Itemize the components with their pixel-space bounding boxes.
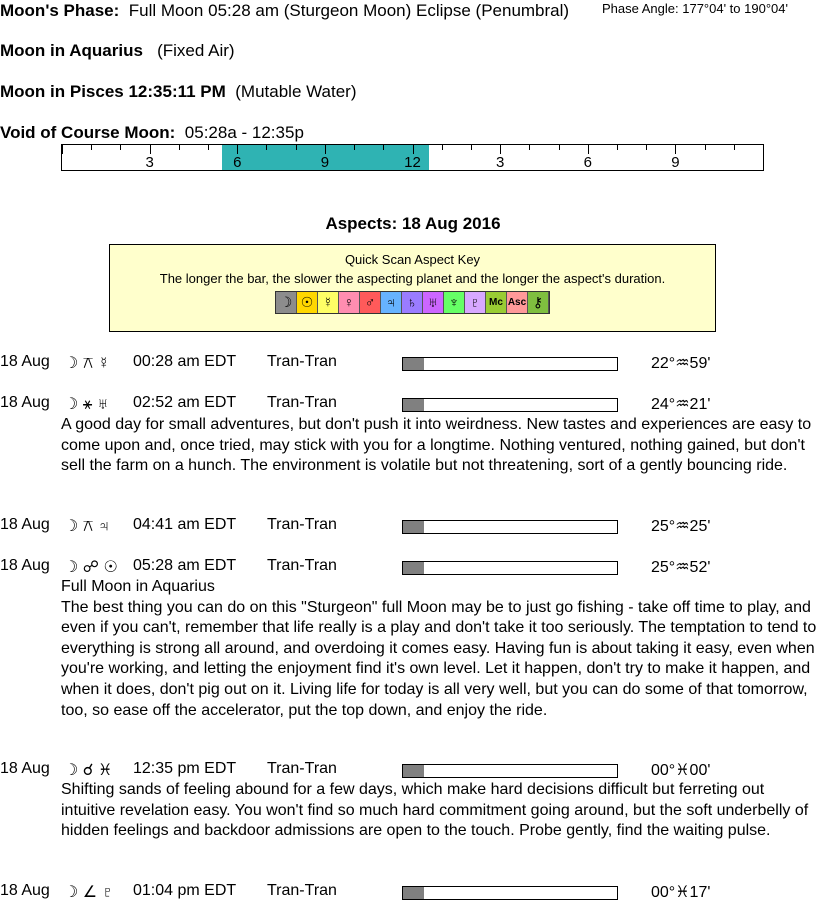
aspect-kind: Tran-Tran	[267, 882, 337, 899]
timeline-tick	[646, 145, 647, 150]
aspect-position: 24°♒21'	[651, 396, 711, 413]
timeline-tick	[442, 145, 443, 150]
aspect-symbols: ☽ ⚻ ☿	[64, 355, 110, 372]
aspect-duration-bar	[402, 520, 618, 534]
aspect-key-symbol-icon: ♅	[423, 292, 444, 313]
aspects-title: Aspects: 18 Aug 2016	[325, 214, 501, 233]
moon-ingress-quality: (Mutable Water)	[235, 82, 357, 101]
void-of-course-label: Void of Course Moon:	[0, 123, 176, 142]
timeline-tick	[179, 145, 180, 150]
aspect-date: 18 Aug	[0, 760, 50, 777]
aspect-key-title: Quick Scan Aspect Key	[344, 252, 481, 267]
aspect-key-subtitle: The longer the bar, the slower the aspecting planet and the longer the aspect's duration.	[159, 271, 666, 286]
timeline-tick	[588, 145, 589, 154]
timeline-tick	[705, 145, 706, 150]
aspect-key-symbol-icon: ⚷	[528, 292, 549, 313]
aspect-date: 18 Aug	[0, 516, 50, 533]
aspect-time: 01:04 pm EDT	[133, 882, 237, 899]
void-of-course-line	[0, 123, 304, 143]
timeline-tick	[559, 145, 560, 150]
aspect-kind: Tran-Tran	[267, 353, 337, 370]
aspect-duration-bar	[402, 561, 618, 575]
moon-ingress-label: Moon in Pisces 12:35:11 PM	[0, 82, 226, 101]
aspect-date: 18 Aug	[0, 882, 50, 899]
aspect-key-box	[109, 244, 716, 332]
aspect-kind: Tran-Tran	[267, 394, 337, 411]
aspect-interpretation: Shifting sands of feeling abound for a few days, which make hard decisions difficult but ferreting out intuitive revelation easy. You won't find so much hard commitment going around, but the soft underbelly of hidden feelings and backdoor admissions are open to the touch. Probe gently, find the waiting pulse.	[61, 781, 809, 840]
aspect-time: 12:35 pm EDT	[133, 760, 237, 777]
timeline-tick	[617, 145, 618, 150]
aspect-key-symbol-icon: ♃	[381, 292, 402, 313]
timeline-tick	[354, 145, 355, 150]
aspect-symbols: ☽ ⚹ ♅	[64, 396, 109, 413]
aspect-symbols: ☽ ☌ ♓	[64, 762, 113, 779]
aspect-duration-bar	[402, 764, 618, 778]
aspect-duration-fill	[403, 521, 424, 533]
aspect-key-symbol-icon: ♀	[339, 292, 360, 313]
aspect-symbols: ☽ ☍ ☉	[64, 559, 118, 576]
timeline-tick	[325, 145, 326, 154]
aspect-interpretation: Full Moon in Aquarius The best thing you can do on this "Sturgeon" full Moon may be to just go fishing - take off time to play, and even if you can't, remember that life really is a play and don't take it too seriously. The temptation to tend to everything is strong all around, and overdoing it comes easy. Having fun is about taking it easy, even when you're working, and letting the enjoyment find it's own level. Let it happen, don't try to make it happen, and when it does, don't pig out on it. Living life for today is all very well, but you can do some of that tomorrow, too, so ease off the accelerator, put the top down, and enjoy the ride.	[61, 578, 817, 719]
aspect-position: 25°♒52'	[651, 559, 711, 576]
timeline-hour-label: 12	[404, 154, 421, 171]
aspect-kind: Tran-Tran	[267, 760, 337, 777]
aspect-key-symbol-icon: Asc	[507, 292, 528, 313]
timeline-tick	[150, 145, 151, 154]
aspect-duration-fill	[403, 399, 424, 411]
aspect-key-symbol-icon: ☿	[318, 292, 339, 313]
timeline-tick	[734, 145, 735, 150]
void-of-course-timeline	[61, 144, 764, 171]
aspect-time: 05:28 am EDT	[133, 557, 237, 574]
aspect-duration-fill	[403, 765, 424, 777]
aspect-date: 18 Aug	[0, 353, 50, 370]
timeline-tick	[120, 145, 121, 150]
aspect-duration-fill	[403, 887, 424, 899]
moon-sign-quality: (Fixed Air)	[157, 41, 235, 60]
timeline-tick	[500, 145, 501, 154]
timeline-tick	[471, 145, 472, 150]
timeline-tick	[62, 145, 63, 154]
aspect-key-symbol-icon: ☉	[297, 292, 318, 313]
moon-phase-line	[0, 1, 569, 21]
moon-phase-value: Full Moon 05:28 am (Sturgeon Moon) Eclipse (Penumbral)	[128, 1, 570, 20]
aspect-key-symbol-icon: Mc	[486, 292, 507, 313]
aspect-position: 22°♒59'	[651, 355, 711, 372]
aspect-position: 00°♓17'	[651, 884, 711, 901]
timeline-hour-label: 3	[495, 154, 505, 171]
aspect-time: 00:28 am EDT	[133, 353, 237, 370]
aspect-time: 04:41 am EDT	[133, 516, 237, 533]
timeline-tick	[383, 145, 384, 150]
aspect-duration-bar	[402, 398, 618, 412]
aspect-symbols: ☽ ⚻ ♃	[64, 518, 110, 535]
timeline-tick	[763, 145, 764, 154]
timeline-tick	[529, 145, 530, 150]
aspect-symbols: ☽ ∠ ♇	[64, 884, 114, 901]
aspect-key-symbol-icon: ♇	[465, 292, 486, 313]
aspect-duration-bar	[402, 357, 618, 371]
timeline-tick	[208, 145, 209, 150]
aspect-duration-bar	[402, 886, 618, 900]
timeline-tick	[413, 145, 414, 154]
aspect-position: 25°♒25'	[651, 518, 711, 535]
aspect-kind: Tran-Tran	[267, 516, 337, 533]
aspect-key-symbols	[275, 291, 550, 314]
aspect-duration-fill	[403, 562, 424, 574]
aspect-key-symbol-icon: ♂	[360, 292, 381, 313]
timeline-tick	[266, 145, 267, 150]
moon-ingress-line	[0, 82, 357, 102]
timeline-tick	[296, 145, 297, 150]
aspect-date: 18 Aug	[0, 557, 50, 574]
aspect-duration-fill	[403, 358, 424, 370]
timeline-tick	[675, 145, 676, 154]
moon-sign-label: Moon in Aquarius	[0, 41, 143, 60]
aspect-kind: Tran-Tran	[267, 557, 337, 574]
moon-phase-label: Moon's Phase:	[0, 1, 120, 20]
aspect-date: 18 Aug	[0, 394, 50, 411]
timeline-tick	[237, 145, 238, 154]
timeline-hour-label: 3	[145, 154, 154, 171]
void-of-course-value: 05:28a - 12:35p	[184, 123, 304, 142]
phase-angle: Phase Angle: 177°04' to 190°04'	[602, 1, 788, 16]
moon-sign-line	[0, 41, 235, 61]
aspect-key-symbol-icon: ☽	[276, 292, 297, 313]
aspect-key-symbol-icon: ♆	[444, 292, 465, 313]
aspect-time: 02:52 am EDT	[133, 394, 237, 411]
timeline-hour-label: 9	[320, 154, 330, 171]
timeline-hour-label: 6	[583, 154, 592, 171]
timeline-tick	[91, 145, 92, 150]
timeline-hour-label: 9	[671, 154, 680, 171]
timeline-hour-label: 6	[233, 154, 242, 171]
aspect-position: 00°♓00'	[651, 762, 711, 779]
aspect-interpretation: A good day for small adventures, but don't push it into weirdness. New tastes and experiences are easy to come upon and, once tried, may stick with you for a longtime. Nothing ventured, nothing gained, but don't sell the farm on a hunch. The environment is volatile but not threatening, sort of a gently bouncing ride.	[61, 416, 812, 475]
aspect-key-symbol-icon: ♄	[402, 292, 423, 313]
